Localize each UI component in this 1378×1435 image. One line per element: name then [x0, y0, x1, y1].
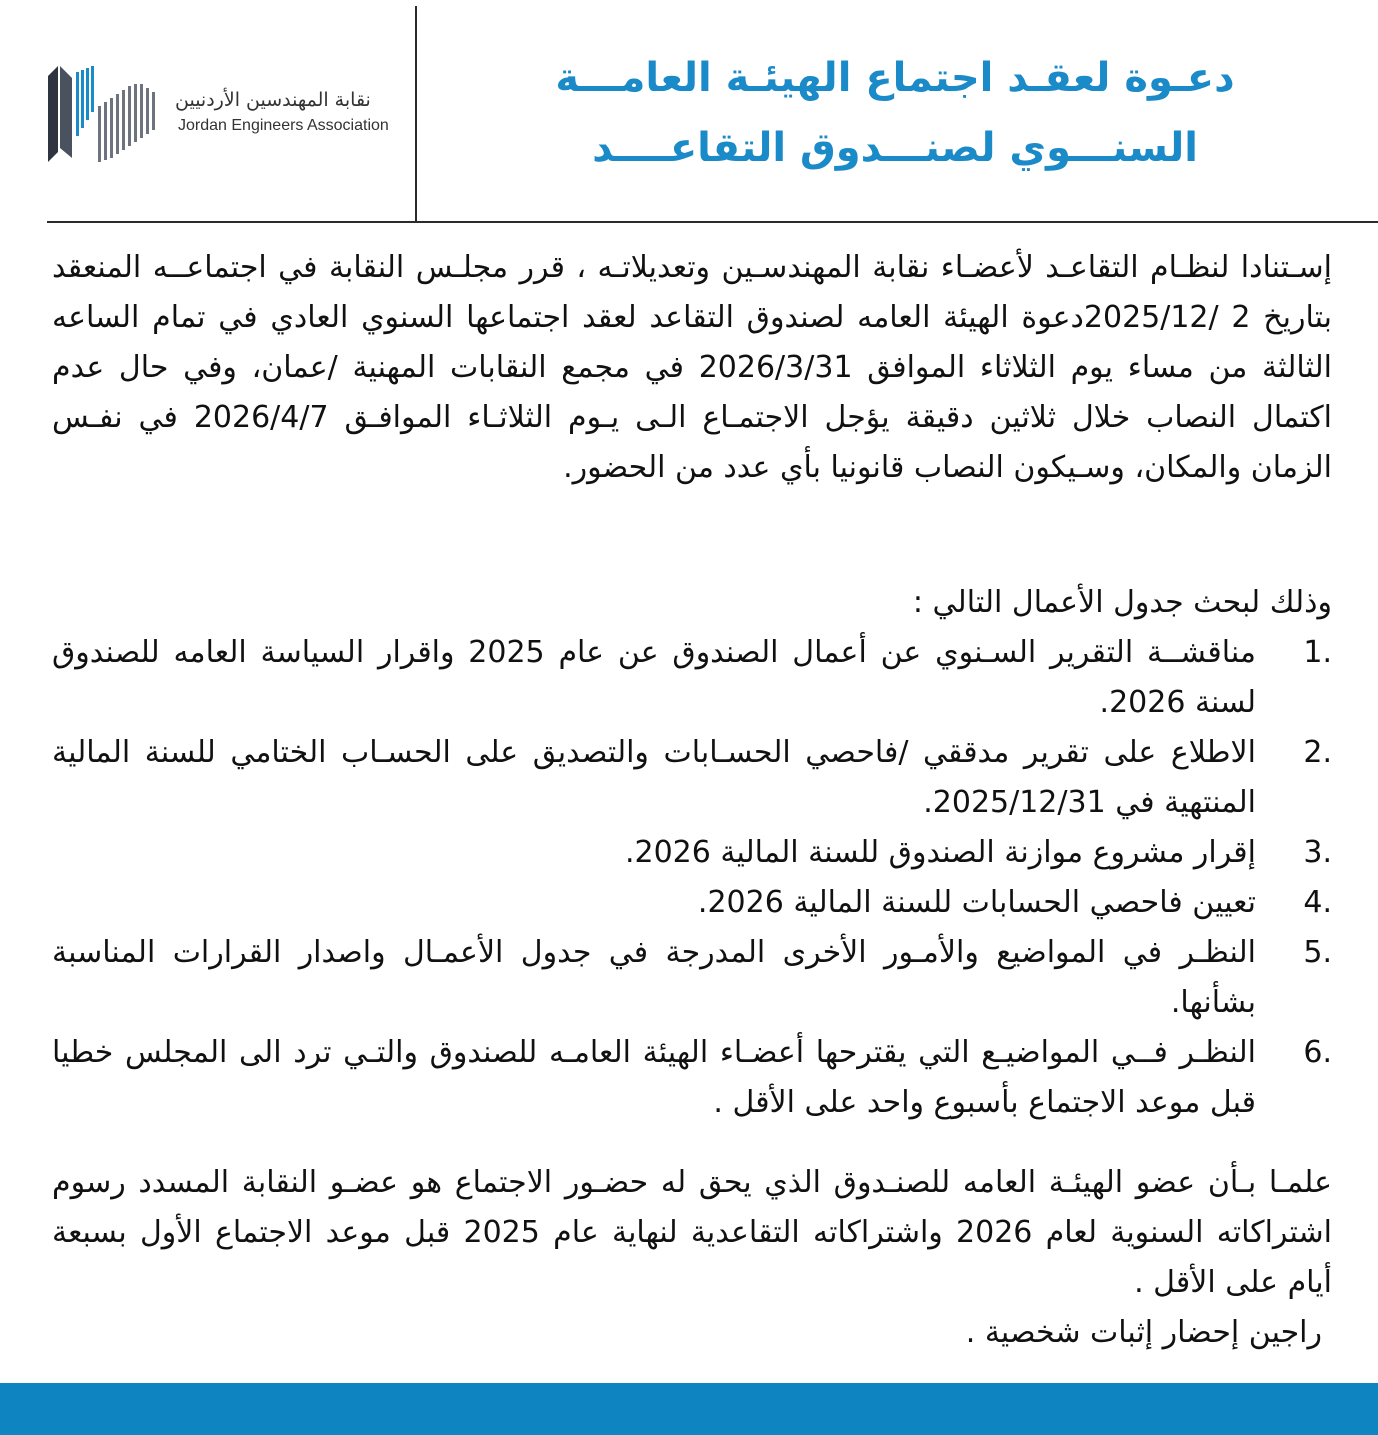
agenda-item	[52, 928, 1332, 1028]
header-horizontal-divider	[47, 221, 1378, 223]
agenda-item	[52, 628, 1332, 728]
header	[0, 0, 1378, 222]
agenda-item-text: إقرار مشروع موازنة الصندوق للسنة المالية 2026.	[624, 835, 1256, 870]
title-line-1: دعـوة لعقـد اجتماع الهيئـة العامـــة	[555, 55, 1235, 101]
title-line-2: السنـــوي لصنـــدوق التقاعــــد	[592, 125, 1198, 171]
agenda-item-number: 2.	[1303, 735, 1332, 770]
agenda-item	[52, 728, 1332, 828]
footer-bar	[0, 1383, 1378, 1435]
closing-line: راجين إحضار إثبات شخصية .	[965, 1315, 1322, 1350]
header-vertical-divider	[415, 6, 417, 222]
eligibility-paragraph: علمـا بـأن عضو الهيئـة العامه للصنـدوق الذي يحق له حضـور الاجتماع هو عضـو النقابة المسدد رسوم اشتراكاته السنوية لعام 2026 واشتراكاته التقاعدية لنهاية عام 2025 قبل موعد الاجتماع الأول بسبعة أيام على الأقل .	[52, 1165, 1332, 1300]
agenda-intro: وذلك لبحث جدول الأعمال التالي :	[912, 585, 1332, 620]
agenda-item-text: الاطلاع على تقرير مدققي /فاحصي الحسـابات والتصديق على الحسـاب الختامي للسنة المالية المنتهية في 2025/12/31.	[52, 735, 1256, 820]
agenda-item-text: النظـر في المواضيع والأمـور الأخرى المدرجة في جدول الأعمـال واصدار القرارات المناسبة بشأنها.	[52, 935, 1256, 1020]
agenda-item-number: 1.	[1303, 635, 1332, 670]
agenda-item	[52, 1028, 1332, 1128]
jea-logo-icon	[48, 66, 158, 162]
invitation-paragraph: إسـتنادا لنظـام التقاعـد لأعضـاء نقابة المهندسـين وتعديلاتـه ، قرر مجلـس النقابة في اجتماعــه المنعقد بتاريخ 2 /2025/12دعوة الهيئة العامه لصندوق التقاعد لعقد اجتماعها السنوي العادي في تمام الساعه الثالثة من مساء يوم الثلاثاء الموافق 2026/3/31 في مجمع النقابات المهنية /عمان، وفي حال عدم اكتمال النصاب خلال ثلاثين دقيقة يؤجل الاجتمـاع الـى يـوم الثلاثـاء الموافـق 2026/4/7 في نفـس الزمان والمكان، وسـيكون النصاب قانونيا بأي عدد من الحضور.	[52, 250, 1333, 485]
agenda-item-number: 4.	[1303, 885, 1332, 920]
agenda-item	[52, 878, 1332, 928]
agenda-item	[52, 828, 1332, 878]
agenda-item-number: 3.	[1303, 835, 1332, 870]
agenda-list	[52, 628, 1332, 1128]
agenda-item-text: تعيين فاحصي الحسابات للسنة المالية 2026.	[697, 885, 1256, 920]
agenda-item-number: 5.	[1303, 935, 1332, 970]
agenda-item-text: مناقشــة التقرير السـنوي عن أعمال الصندوق عن عام 2025 واقرار السياسة العامه للصندوق لسنة 2026.	[52, 635, 1256, 720]
org-name-english: Jordan Engineers Association	[178, 117, 389, 134]
agenda-item-number: 6.	[1303, 1035, 1332, 1070]
org-name-arabic: نقابة المهندسين الأردنيين	[175, 89, 371, 111]
agenda-item-text: النظـر فــي المواضيـع التي يقترحها أعضـاء الهيئة العامـه للصندوق والتـي ترد الى المجلس خطيا قبل موعد الاجتماع بأسبوع واحد على الأقل .	[52, 1035, 1256, 1120]
